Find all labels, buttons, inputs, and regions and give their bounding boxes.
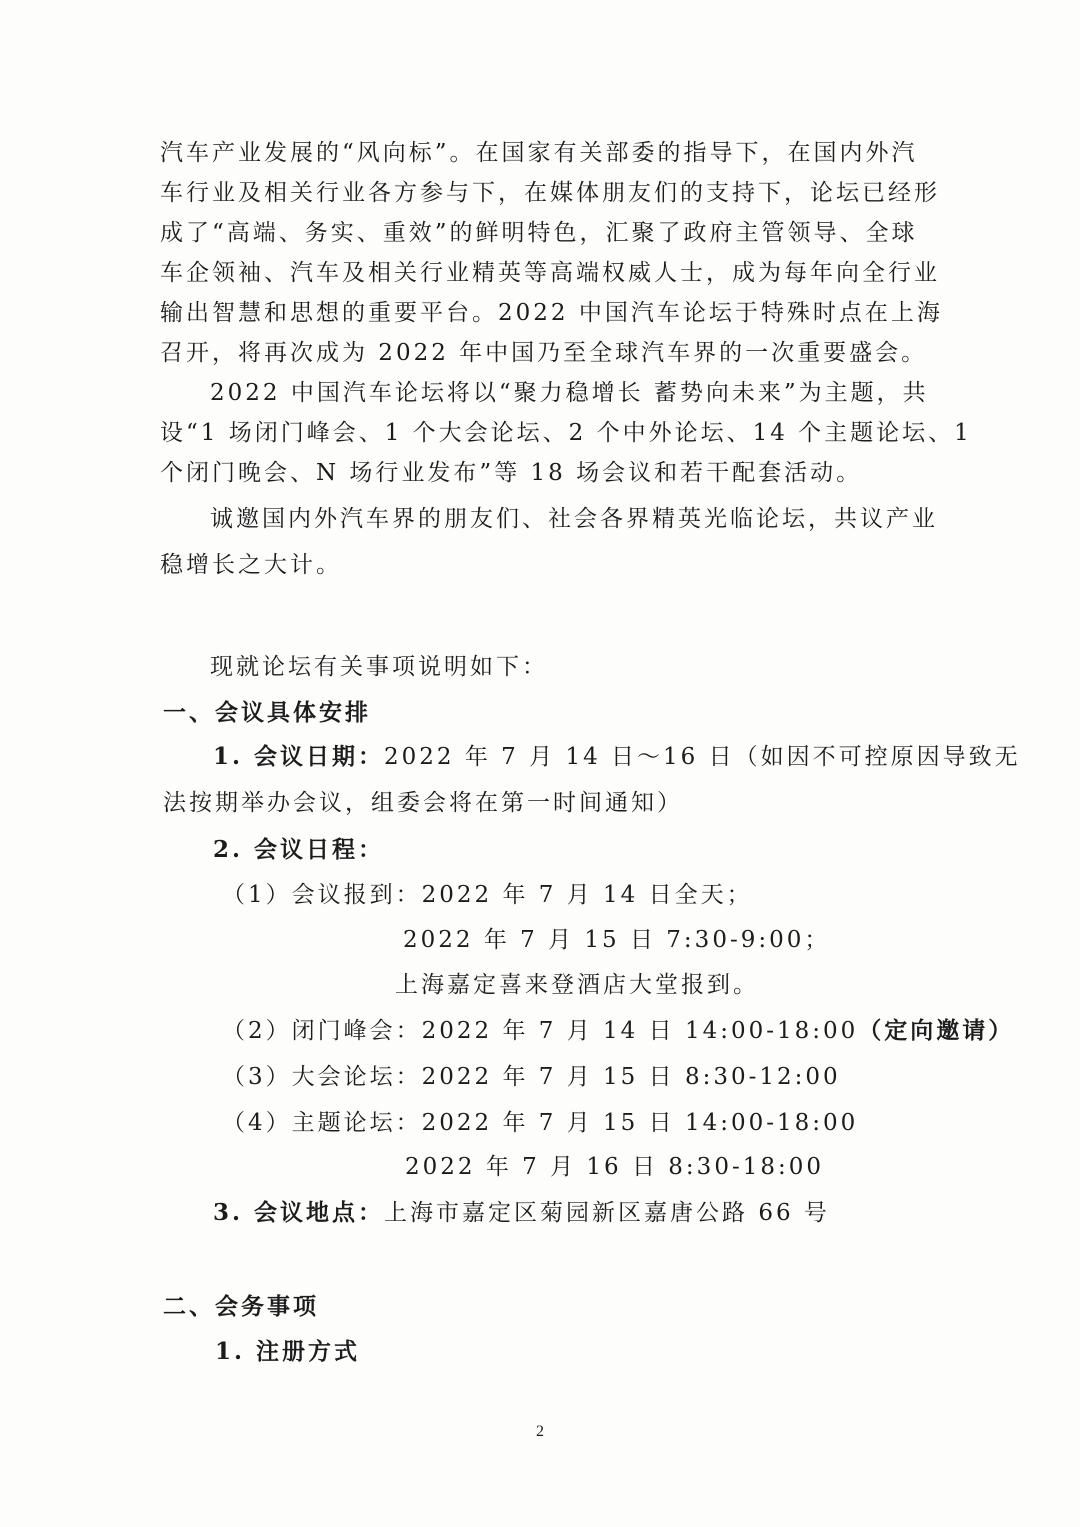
intro-p1-line-5: 输出智慧和思想的重要平台。2022 中国汽车论坛于特殊时点在上海	[160, 300, 943, 326]
meeting-date-continued: 法按期举办会议，组委会将在第一时间通知）	[163, 790, 683, 816]
summit-time: 2022 年 7 月 14 日 14:00-18:00	[421, 1018, 859, 1044]
checkin-time-1: 2022 年 7 月 14 日全天；	[421, 882, 753, 908]
page-number: 2	[536, 1423, 544, 1440]
section1-title: 一、会议具体安排	[163, 699, 371, 726]
intro-p1-line-6: 召开，将再次成为 2022 年中国乃至全球汽车界的一次重要盛会。	[160, 340, 928, 366]
schedule-checkin-row	[222, 880, 753, 910]
intro-p1-line-4: 车企领袖、汽车及相关行业精英等高端权威人士，成为每年向全行业	[160, 260, 940, 286]
meeting-date-value: 2022 年 7 月 14 日～16 日（如因不可控原因导致无	[384, 744, 1021, 770]
intro-p3-line-2: 稳增长之大计。	[160, 552, 342, 578]
intro-p2-line-2: 设“1 场闭门峰会、1 个大会论坛、2 个中外论坛、14 个主题论坛、1	[160, 420, 972, 446]
registration-method: 1. 注册方式	[215, 1338, 361, 1365]
schedule-plenary-row	[222, 1062, 841, 1092]
checkin-label: （1）会议报到：	[222, 882, 422, 908]
venue-value: 上海市嘉定区菊园新区嘉唐公路 66 号	[384, 1200, 830, 1226]
plenary-time: 2022 年 7 月 15 日 8:30-12:00	[421, 1064, 841, 1090]
meeting-schedule-label: 2. 会议日程：	[213, 836, 385, 863]
theme-label: （4）主题论坛：	[222, 1110, 422, 1136]
schedule-summit-row	[222, 1016, 1014, 1046]
intro-p2-line-3: 个闭门晚会、N 场行业发布”等 18 场会议和若干配套活动。	[160, 460, 863, 486]
venue-label: 3. 会议地点：	[213, 1199, 385, 1226]
meeting-date-line	[213, 742, 1021, 772]
intro-p3-line-1: 诚邀国内外汽车界的朋友们、社会各界精英光临论坛，共议产业	[210, 506, 938, 532]
intro-p1-line-2: 车行业及相关行业各方参与下，在媒体朋友们的支持下，论坛已经形	[160, 180, 940, 206]
intro-p2-line-1: 2022 中国汽车论坛将以“聚力稳增长 蓄势向未来”为主题，共	[210, 380, 929, 406]
checkin-time-2: 2022 年 7 月 15 日 7:30-9:00；	[403, 927, 831, 953]
summit-note: （定向邀请）	[858, 1017, 1015, 1044]
schedule-theme-row	[222, 1108, 858, 1138]
meeting-date-label: 1. 会议日期：	[213, 743, 385, 770]
theme-time-2: 2022 年 7 月 16 日 8:30-18:00	[405, 1154, 825, 1180]
checkin-location: 上海嘉定喜来登酒店大堂报到。	[395, 972, 759, 998]
plenary-label: （3）大会论坛：	[222, 1064, 422, 1090]
lead-text: 现就论坛有关事项说明如下：	[210, 654, 548, 680]
section2-title: 二、会务事项	[163, 1293, 319, 1320]
intro-p1-line-3: 成了“高端、务实、重效”的鲜明特色，汇聚了政府主管领导、全球	[160, 220, 918, 246]
meeting-venue-line	[213, 1198, 830, 1228]
intro-p1-line-1: 汽车产业发展的“风向标”。在国家有关部委的指导下，在国内外汽	[160, 140, 918, 166]
theme-time-1: 2022 年 7 月 15 日 14:00-18:00	[421, 1110, 859, 1136]
summit-label: （2）闭门峰会：	[222, 1018, 422, 1044]
